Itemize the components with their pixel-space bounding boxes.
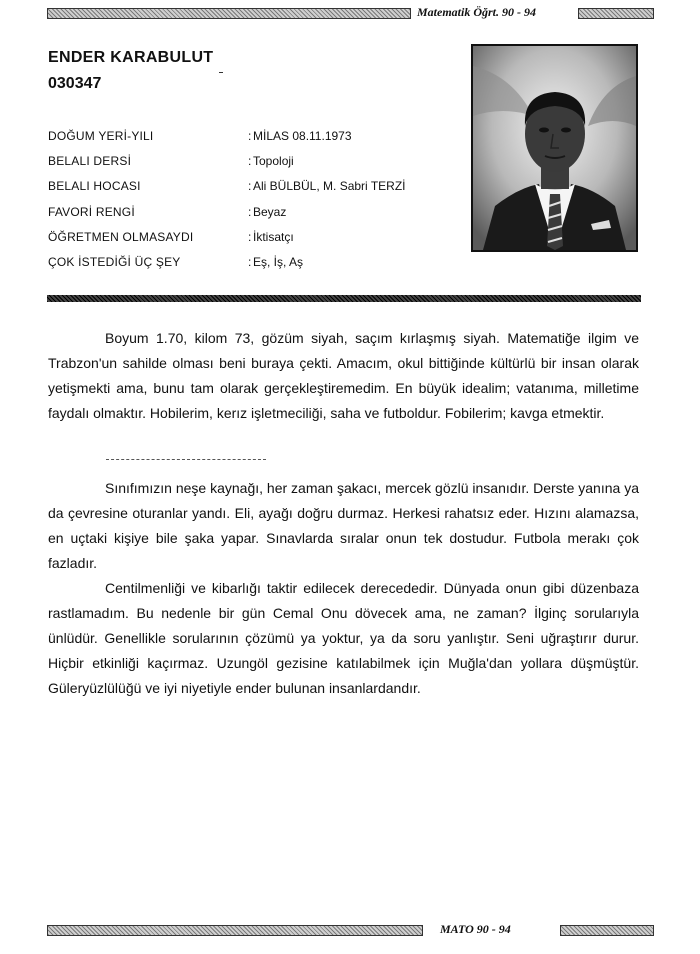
info-label: ÖĞRETMEN OLMASAYDI	[48, 230, 194, 244]
section-divider	[47, 295, 641, 302]
info-value: Ali BÜLBÜL, M. Sabri TERZİ	[253, 179, 406, 193]
header-bar-left	[47, 8, 411, 19]
info-value: MİLAS 08.11.1973	[253, 129, 352, 143]
dashed-separator	[106, 459, 266, 460]
info-label: ÇOK İSTEDİĞİ ÜÇ ŞEY	[48, 255, 181, 269]
info-value: Eş, İş, Aş	[253, 255, 304, 269]
info-separator: :	[248, 255, 252, 269]
info-label: DOĞUM YERİ-YILI	[48, 129, 154, 143]
student-number: 030347	[48, 75, 102, 92]
info-separator: :	[248, 179, 252, 193]
info-separator: :	[248, 154, 252, 168]
header-title: Matematik Öğrt. 90 - 94	[417, 5, 536, 19]
info-value: İktisatçı	[253, 230, 294, 244]
info-label: BELALI HOCASI	[48, 179, 141, 193]
info-separator: :	[248, 129, 252, 143]
portrait-illustration	[473, 46, 636, 250]
paragraph-friend-description: Sınıfımızın neşe kaynağı, her zaman şakacı, mercek gözlü insanıdır. Derste yanına ya da çevresine oturanlar yandı. Eli, ayağı doğru durmaz. Herkesi rahatsız eder. Hızını alamazsa, en uçtaki kişiye bile şaka yapar. Sınavlarda sıralar onun tek dostudur. Futbola merakı çok fazladır.	[48, 480, 639, 571]
person-name: ENDER KARABULUT	[48, 49, 214, 66]
info-separator: :	[248, 205, 252, 219]
info-value: Topoloji	[253, 154, 294, 168]
header-bar-right	[578, 8, 654, 19]
info-label: FAVORİ RENGİ	[48, 205, 135, 219]
footer-bar-right	[560, 925, 654, 936]
paragraph-self-description: Boyum 1.70, kilom 73, gözüm siyah, saçım kırlaşmış siyah. Matematiğe ilgim ve Trabzon'un sahilde olması beni buraya çekti. Amacım, okul bittiğinde kültürlü bir insan olarak yetişmekti ama, bunu tam olarak gerçekleştiremedim. En büyük idealim; vatanıma, milletime faydalı olmaktır. Hobilerim, kerız işletmeciliği, saha ve futboldur. Fobilerim; kavga etmektir.	[48, 330, 639, 421]
portrait-photo	[471, 44, 638, 252]
info-label: BELALI DERSİ	[48, 154, 132, 168]
name-tick-mark	[219, 72, 223, 73]
info-separator: :	[248, 230, 252, 244]
footer-title: MATO 90 - 94	[440, 922, 511, 936]
info-value: Beyaz	[253, 205, 287, 219]
paragraph-friend-character: Centilmenliği ve kibarlığı taktir edilecek derecededir. Dünyada onun gibi düzenbaza rastlamadım. Bu nedenle bir gün Cemal Onu dövecek ama, ne zaman? İlginç sorularıyla ünlüdür. Genellikle sorularının çözümü ya yoktur, ya da soru yanlıştır. Seni uğraştırır durur. Hiçbir etkinliği kaçırmaz. Uzungöl gezisine katılabilmek için Muğla'dan yollara düşmüştür. Güleryüzlülüğü ve iyi niyetiyle ender bulunan insanlardandır.	[48, 580, 639, 696]
footer-bar-left	[47, 925, 423, 936]
